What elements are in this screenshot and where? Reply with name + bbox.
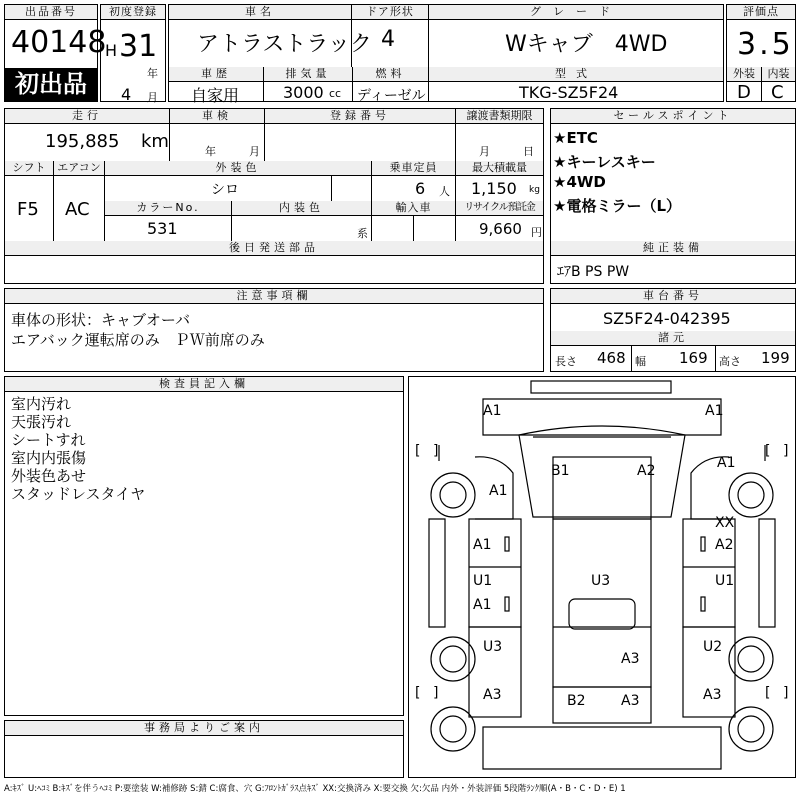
damage-mark: U1 (715, 573, 735, 589)
inspection-year-unit: 年 (205, 145, 216, 158)
equipment-value: ｴｱB PS PW (557, 264, 630, 280)
sales-point-item: ★キーレスキー (553, 153, 656, 171)
caution-box (4, 288, 544, 372)
svg-text:[: [ (415, 443, 421, 459)
ac-label: エアコン (54, 161, 104, 176)
ext-color: シロ (211, 182, 239, 198)
recycle-unit: 円 (531, 226, 542, 239)
car-name-label: 車名 (169, 5, 351, 20)
capacity-label: 乗車定員 (372, 161, 455, 176)
displacement-unit: cc (329, 87, 342, 100)
caution-line: エアバック運転席のみ ＰＷ前席のみ (11, 331, 265, 349)
score-box (726, 4, 796, 102)
car-info-box (168, 4, 724, 105)
model: TKG-SZ5F24 (519, 83, 619, 102)
chassis-number: SZ5F24-042395 (603, 309, 731, 328)
month-unit: 月 (147, 91, 158, 104)
sales-points-label: セールスポイント (551, 109, 795, 124)
damage-mark: U1 (473, 573, 493, 589)
width-label: 幅 (635, 355, 646, 368)
first-listing-badge: 初出品 (5, 68, 97, 101)
damage-mark: U2 (703, 639, 723, 655)
svg-text:]: ] (783, 443, 789, 459)
displacement-label: 排気量 (264, 67, 352, 82)
exterior-grade: D (737, 82, 751, 103)
damage-mark: A1 (473, 597, 492, 613)
inspector-note: シートすれ (11, 431, 86, 449)
svg-text:[: [ (765, 443, 771, 459)
damage-mark: A1 (483, 403, 502, 419)
recycle: 9,660 (479, 220, 522, 238)
history-label: 車歴 (169, 67, 263, 82)
int-color-label: 内装色 (232, 201, 371, 216)
inspector-note: 室内汚れ (11, 395, 72, 413)
svg-text:[: [ (765, 685, 771, 701)
import-label: 輸入車 (372, 201, 455, 216)
int-color-unit: 系 (357, 227, 368, 240)
damage-mark: U3 (483, 639, 503, 655)
interior-grade: C (771, 82, 784, 103)
sales-point-item: ★4WD (553, 173, 606, 191)
inspector-note: 天張汚れ (11, 413, 72, 431)
damage-mark: A2 (637, 463, 656, 479)
displacement: 3000 (283, 83, 324, 102)
reg-year: 31 (119, 29, 158, 64)
length-label: 長さ (555, 355, 577, 368)
history: 自家用 (191, 86, 240, 105)
inspector-note: 外装色あせ (11, 467, 87, 485)
svg-text:]: ] (783, 685, 789, 701)
damage-mark: B2 (567, 693, 586, 709)
year-unit: 年 (147, 67, 158, 80)
interior-label: 内装 (762, 67, 795, 82)
office-label: 事務局よりご案内 (5, 721, 403, 736)
max-load: 1,150 (471, 179, 517, 198)
damage-mark: A1 (473, 537, 492, 553)
first-reg-box (100, 4, 166, 102)
damage-mark: A1 (717, 455, 736, 471)
inspector-label: 検査員記入欄 (5, 377, 403, 392)
ext-color-label: 外装色 (105, 161, 371, 176)
inspection-month-unit: 月 (249, 145, 260, 158)
caution-line: 車体の形状：キャブオーバ (11, 311, 191, 329)
mileage: 195,885 (45, 131, 120, 152)
height: 199 (761, 349, 790, 367)
later-parts-label: 後日発送部品 (5, 241, 543, 256)
svg-text:]: ] (433, 685, 439, 701)
max-load-unit: kg (529, 185, 540, 195)
reg-month: 4 (121, 85, 132, 104)
svg-text:[: [ (415, 685, 421, 701)
color-no-label: カラーNo. (105, 201, 231, 216)
score-label: 評価点 (727, 5, 795, 20)
shift: F5 (17, 199, 39, 220)
inspector-note: スタッドレスタイヤ (11, 485, 146, 503)
transfer-label: 譲渡書類期限 (456, 109, 543, 124)
damage-mark: A3 (621, 651, 640, 667)
grade-label: グレード (429, 5, 723, 20)
capacity-unit: 人 (439, 185, 450, 198)
shift-label: シフト (5, 161, 53, 176)
reg-no-label: 登録番号 (265, 109, 455, 124)
max-load-label: 最大積載量 (456, 161, 543, 176)
grade: Wキャブ 4WD (505, 32, 668, 57)
dims-label: 諸元 (551, 331, 795, 346)
capacity: 6 (415, 179, 426, 198)
damage-mark: A2 (715, 537, 734, 553)
fuel: ディーゼル (357, 88, 426, 104)
color-no: 531 (147, 219, 178, 238)
transfer-day-unit: 日 (523, 145, 534, 158)
length: 468 (597, 349, 626, 367)
legend: A:ｷｽﾞ U:ﾍｺﾐ B:ｷｽﾞを伴うﾍｺﾐ P:要塗装 W:補修跡 S:錆 C:腐食、穴 G:ﾌﾛﾝﾄｶﾞﾗｽ点ｷｽﾞ XX:交換済み X:要交換 欠:欠品 内外・外装評価 5段階ﾗﾝｸ順(A・B・C・D・E) 1 (4, 784, 626, 794)
sales-point-item: ★電格ミラー（L） (553, 197, 682, 215)
damage-mark: A3 (703, 687, 722, 703)
lot-label: 出品番号 (5, 5, 97, 20)
inspector-box (4, 376, 404, 716)
recycle-label: リサイクル預託金 (456, 201, 543, 216)
doors: 4 (381, 27, 395, 52)
equipment-label: 純正装備 (551, 241, 795, 256)
damage-mark: A3 (483, 687, 502, 703)
damage-mark: U3 (591, 573, 611, 589)
door-label: ドア形状 (352, 5, 428, 20)
transfer-month-unit: 月 (479, 145, 490, 158)
damage-diagram (408, 376, 796, 778)
fuel-label: 燃料 (353, 67, 428, 82)
chassis-label: 車台番号 (551, 289, 795, 304)
office-box (4, 720, 404, 778)
caution-label: 注意事項欄 (5, 289, 543, 304)
inspection-label: 車検 (170, 109, 264, 124)
mileage-unit: km (141, 131, 169, 152)
chassis-box (550, 288, 796, 372)
lot-number: 40148 (11, 25, 107, 60)
model-label: 型式 (429, 67, 723, 82)
lot-box (4, 4, 107, 102)
vehicle-details (4, 108, 544, 284)
era: H (105, 41, 118, 60)
sales-points-box (550, 108, 796, 284)
score: 3.5 (737, 27, 794, 62)
first-reg-label: 初度登録 (101, 5, 165, 20)
car-name: アトラストラック (197, 32, 372, 57)
sales-point-item: ★ETC (553, 129, 598, 147)
ac: AC (65, 199, 90, 220)
mileage-label: 走行 (5, 109, 169, 124)
svg-text:]: ] (433, 443, 439, 459)
damage-mark: A1 (705, 403, 724, 419)
exterior-label: 外装 (727, 67, 761, 82)
inspector-note: 室内内張傷 (11, 449, 87, 467)
width: 169 (679, 349, 708, 367)
damage-mark: A1 (489, 483, 508, 499)
damage-mark: A3 (621, 693, 640, 709)
damage-mark: XX (715, 515, 735, 531)
damage-mark: B1 (551, 463, 570, 479)
height-label: 高さ (719, 355, 741, 368)
